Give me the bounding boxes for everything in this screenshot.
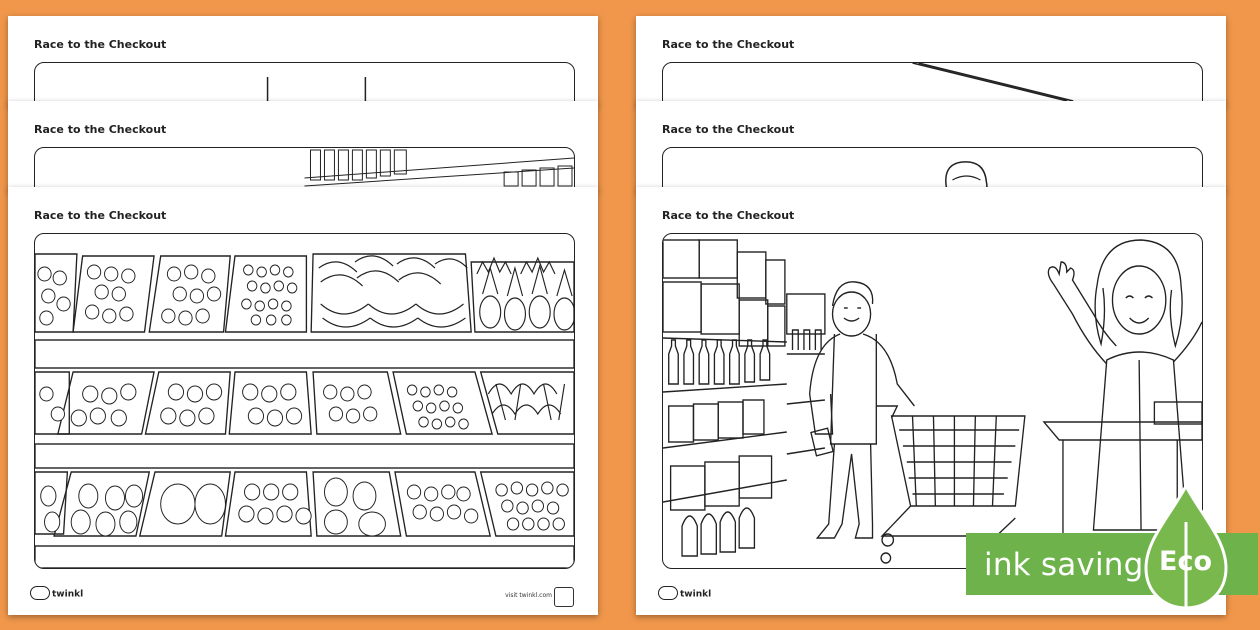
worksheet-left-middle (8, 101, 598, 191)
sheet-title: Race to the Checkout (662, 123, 795, 136)
twinkl-logo: twinkl (658, 587, 711, 601)
twinkl-logo: twinkl (30, 587, 83, 601)
colouring-frame-supermarket-scene (662, 233, 1203, 569)
fruit-shelves-illustration (35, 234, 574, 568)
worksheet-left-back (8, 16, 598, 106)
worksheet-left-front (8, 187, 598, 615)
footer-url[interactable]: visit twinkl.com (505, 592, 552, 599)
sheet-title: Race to the Checkout (34, 209, 167, 222)
quality-seal-icon (554, 587, 574, 607)
worksheet-right-back (636, 16, 1226, 106)
supermarket-scene-illustration (663, 234, 1202, 568)
worksheet-right-middle (636, 101, 1226, 191)
sheet-title: Race to the Checkout (34, 123, 167, 136)
colouring-frame-fruit-shelves (34, 233, 575, 569)
sheet-title: Race to the Checkout (34, 38, 167, 51)
sheet-title: Race to the Checkout (662, 209, 795, 222)
eco-label: Eco (1159, 546, 1212, 577)
sheet-title: Race to the Checkout (662, 38, 795, 51)
ink-saving-label: ink saving (984, 547, 1144, 583)
